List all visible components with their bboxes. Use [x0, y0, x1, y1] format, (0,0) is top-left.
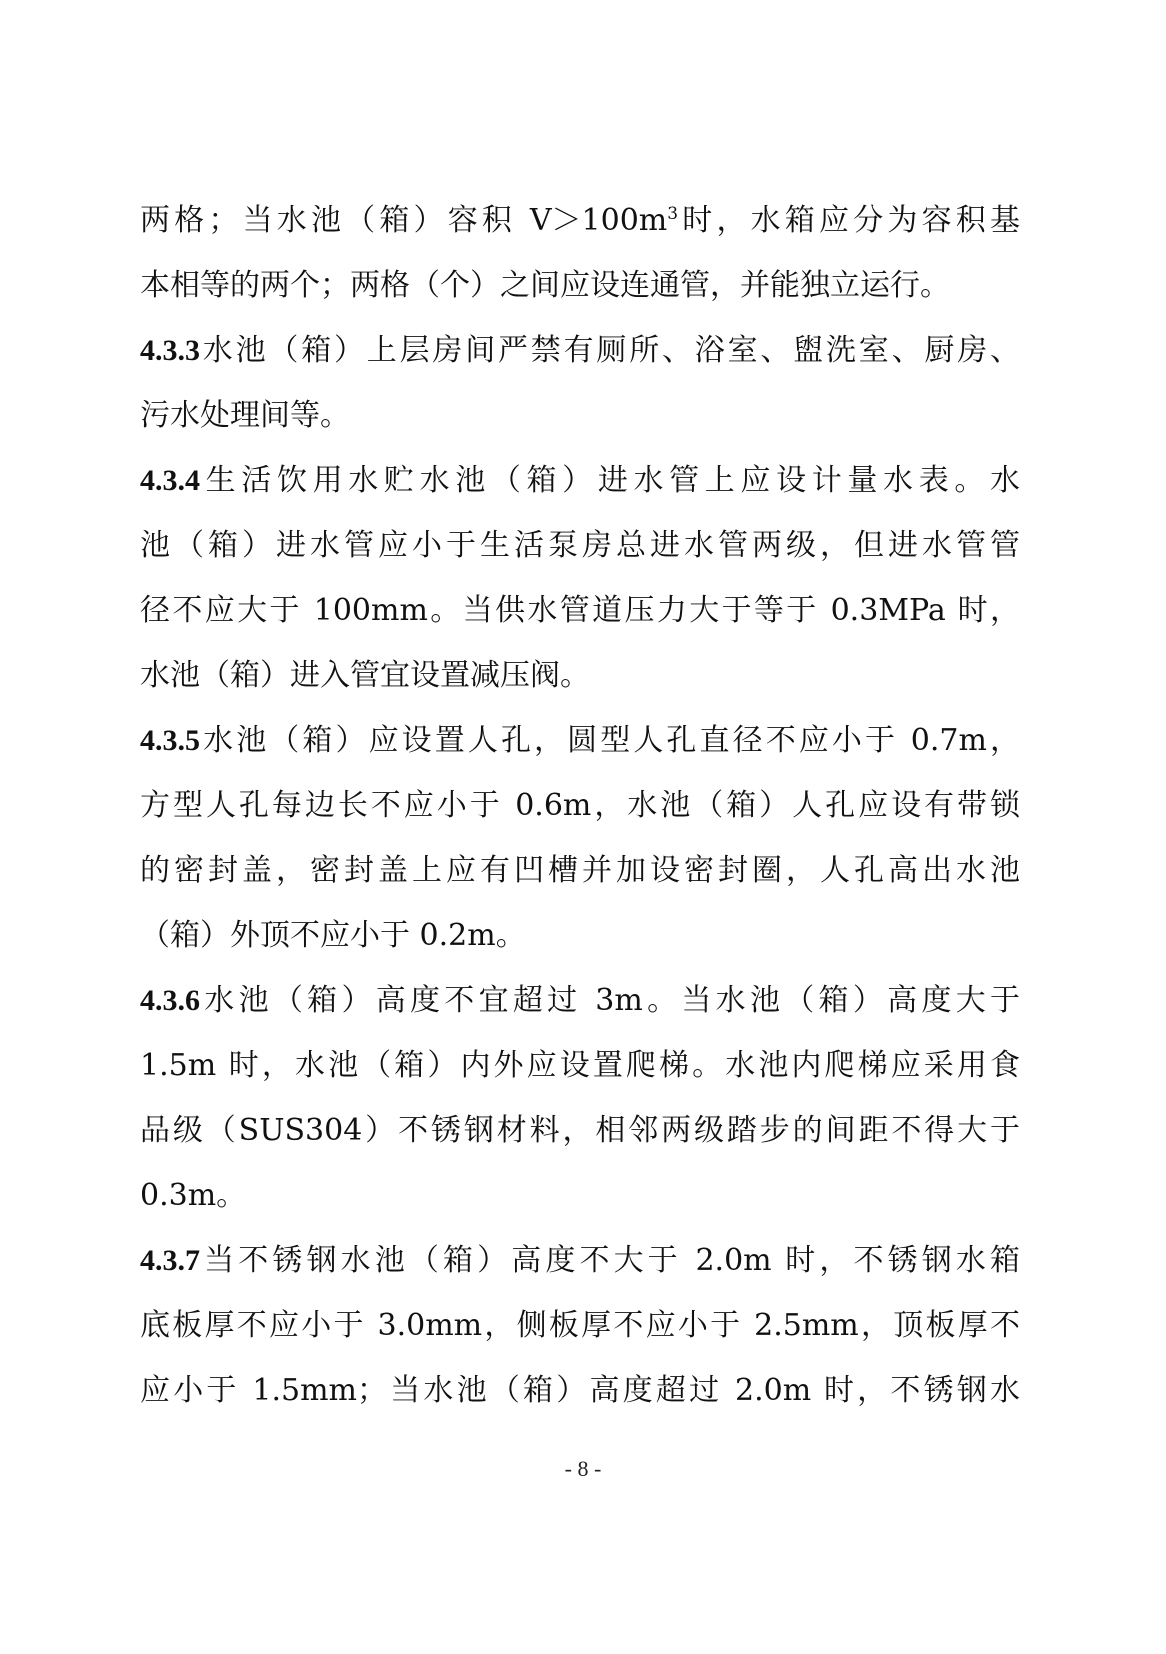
- text-line: [140, 188, 1020, 253]
- line-text: 生活饮用水贮水池（箱）进水管上应设计量水表。水: [200, 463, 1020, 498]
- text-line: [140, 1163, 1020, 1228]
- text-line: [140, 1098, 1020, 1163]
- text-line: [140, 1293, 1020, 1358]
- line-text: 水池（箱）高度不宜超过 3m。当水池（箱）高度大于: [200, 983, 1020, 1018]
- page-number: - 8 -: [564, 1456, 602, 1481]
- line-text: 方型人孔每边长不应小于 0.6m，水池（箱）人孔应设有带锁: [140, 788, 1020, 823]
- line-text-after-superscript: 时，水箱应分为容积基: [678, 203, 1020, 238]
- line-text: 的密封盖，密封盖上应有凹槽并加设密封圈，人孔高出水池: [140, 853, 1020, 888]
- line-text: 污水处理间等。: [140, 398, 350, 433]
- clause-number: 4.3.5: [140, 724, 200, 757]
- line-text: 底板厚不应小于 3.0mm，侧板厚不应小于 2.5mm，顶板厚不: [140, 1308, 1020, 1343]
- clause-4-3-3-line: [140, 318, 1020, 383]
- line-text: 品级（SUS304）不锈钢材料，相邻两级踏步的间距不得大于: [140, 1113, 1020, 1148]
- superscript-exponent: 3: [667, 204, 679, 224]
- line-text: 池（箱）进水管应小于生活泵房总进水管两级，但进水管管: [140, 528, 1020, 563]
- line-text: 本相等的两个；两格（个）之间应设连通管，并能独立运行。: [140, 268, 950, 303]
- text-line: [140, 903, 1020, 968]
- text-line: [140, 383, 1020, 448]
- line-text: 水池（箱）上层房间严禁有厕所、浴室、盥洗室、厨房、: [200, 333, 1020, 368]
- body-text: [140, 188, 1020, 1423]
- clause-number: 4.3.3: [140, 334, 200, 367]
- line-text: （箱）外顶不应小于 0.2m。: [140, 918, 526, 953]
- line-text: 应小于 1.5mm；当水池（箱）高度超过 2.0m 时，不锈钢水: [140, 1373, 1020, 1408]
- text-line: [140, 513, 1020, 578]
- clause-number: 4.3.7: [140, 1244, 200, 1277]
- line-text: 水池（箱）应设置人孔，圆型人孔直径不应小于 0.7m，: [200, 723, 1020, 758]
- line-text: 1.5m 时，水池（箱）内外应设置爬梯。水池内爬梯应采用食: [140, 1048, 1020, 1083]
- clause-4-3-4-line: [140, 448, 1020, 513]
- text-line: [140, 773, 1020, 838]
- line-text: 当不锈钢水池（箱）高度不大于 2.0m 时，不锈钢水箱: [200, 1243, 1020, 1278]
- clause-number: 4.3.4: [140, 464, 200, 497]
- text-line: [140, 1358, 1020, 1423]
- clause-number: 4.3.6: [140, 984, 200, 1017]
- clause-4-3-6-line: [140, 968, 1020, 1033]
- text-line: [140, 1033, 1020, 1098]
- line-text: 径不应大于 100mm。当供水管道压力大于等于 0.3MPa 时，: [140, 593, 1020, 628]
- text-line: [140, 253, 1020, 318]
- clause-4-3-5-line: [140, 708, 1020, 773]
- text-line: [140, 578, 1020, 643]
- clause-4-3-7-line: [140, 1228, 1020, 1293]
- line-text: 水池（箱）进入管宜设置减压阀。: [140, 658, 590, 693]
- line-text: 0.3m。: [140, 1178, 247, 1213]
- text-line: [140, 838, 1020, 903]
- line-text-before-superscript: 两格；当水池（箱）容积 V＞100m: [140, 203, 668, 238]
- text-line: [140, 643, 1020, 708]
